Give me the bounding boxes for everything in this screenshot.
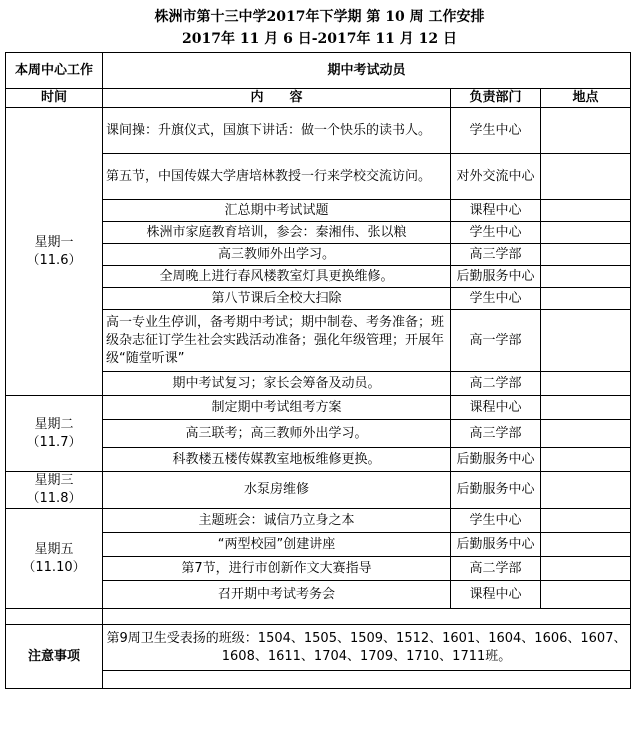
item-content: 科教楼五楼传媒教室地板维修更换。: [103, 448, 451, 472]
item-content: 高三联考；高三教师外出学习。: [103, 420, 451, 448]
item-place: [541, 200, 631, 222]
item-place: [541, 581, 631, 609]
item-content: 制定期中考试组考方案: [103, 396, 451, 420]
item-content: 水泵房维修: [103, 472, 451, 509]
table-row: [6, 509, 631, 533]
header-time: 时间: [6, 89, 103, 108]
date-range: 2017年 11 月 6 日-2017年 11 月 12 日: [182, 31, 457, 47]
item-dept: 后勤服务中心: [451, 472, 541, 509]
item-dept: 高二学部: [451, 372, 541, 396]
item-dept: 课程中心: [451, 396, 541, 420]
day-date: （11.7）: [26, 434, 82, 450]
item-place: [541, 154, 631, 200]
item-content: 第五节，中国传媒大学唐培林教授一行来学校交流访问。: [103, 154, 451, 200]
item-place: [541, 472, 631, 509]
day-cell: [6, 472, 103, 509]
item-place: [541, 266, 631, 288]
item-dept: 课程中心: [451, 581, 541, 609]
day-date: （11.8）: [26, 491, 82, 506]
item-place: [541, 288, 631, 310]
day-date: （11.10）: [22, 559, 86, 575]
item-content: 高三教师外出学习。: [103, 244, 451, 266]
item-dept: 高二学部: [451, 557, 541, 581]
day-cell: [6, 509, 103, 609]
item-dept: 学生中心: [451, 222, 541, 244]
table-row: [6, 396, 631, 420]
blank-cell: [103, 609, 631, 625]
day-label: 星期一: [34, 234, 74, 250]
item-content: 株洲市家庭教育培训，参会：秦湘伟、张以粮: [103, 222, 451, 244]
item-dept: 课程中心: [451, 200, 541, 222]
item-place: [541, 396, 631, 420]
item-dept: 高三学部: [451, 420, 541, 448]
item-dept: 后勤服务中心: [451, 533, 541, 557]
item-place: [541, 108, 631, 154]
item-dept: 学生中心: [451, 509, 541, 533]
item-place: [541, 557, 631, 581]
day-label: 星期五: [34, 541, 74, 557]
item-place: [541, 372, 631, 396]
item-content: 汇总期中考试试题: [103, 200, 451, 222]
item-dept: 对外交流中心: [451, 154, 541, 200]
item-place: [541, 509, 631, 533]
item-dept: 学生中心: [451, 108, 541, 154]
item-place: [541, 244, 631, 266]
schedule-table: [5, 52, 631, 689]
blank-cell: [103, 671, 631, 689]
day-cell: [6, 108, 103, 396]
day-label: 星期二: [34, 416, 74, 432]
item-content: 第八节课后全校大扫除: [103, 288, 451, 310]
focus-value: 期中考试动员: [103, 53, 631, 89]
item-dept: 学生中心: [451, 288, 541, 310]
item-place: [541, 310, 631, 372]
item-content: 全周晚上进行春风楼教室灯具更换维修。: [103, 266, 451, 288]
table-row: [6, 472, 631, 509]
focus-label: 本周中心工作: [6, 53, 103, 89]
item-dept: 高三学部: [451, 244, 541, 266]
item-content: 第7节，进行市创新作文大赛指导: [103, 557, 451, 581]
header-place: 地点: [541, 89, 631, 108]
day-date: （11.6）: [26, 252, 82, 268]
focus-row: [6, 53, 631, 89]
item-content: 高一专业生停训，备考期中考试；期中制卷、考务准备；班级杂志征订学生社会实践活动准备；强化年级管理；开展年级“随堂听课”: [103, 310, 451, 372]
item-dept: 高一学部: [451, 310, 541, 372]
item-content: 主题班会：诚信乃立身之本: [103, 509, 451, 533]
notes-label: 注意事项: [6, 625, 103, 689]
table-row: [6, 108, 631, 154]
item-dept: 后勤服务中心: [451, 448, 541, 472]
blank-row: [6, 609, 631, 625]
item-content: 课间操：升旗仪式，国旗下讲话：做一个快乐的读书人。: [103, 108, 451, 154]
day-cell: [6, 396, 103, 472]
item-place: [541, 448, 631, 472]
header-content: 内 容: [103, 89, 451, 108]
day-label: 星期三: [34, 473, 74, 488]
item-place: [541, 533, 631, 557]
item-content: 召开期中考试考务会: [103, 581, 451, 609]
item-place: [541, 222, 631, 244]
item-place: [541, 420, 631, 448]
item-dept: 后勤服务中心: [451, 266, 541, 288]
blank-cell: [6, 609, 103, 625]
notes-row: [6, 625, 631, 671]
item-content: “两型校园”创建讲座: [103, 533, 451, 557]
header-row: [6, 89, 631, 108]
item-content: 期中考试复习；家长会筹备及动员。: [103, 372, 451, 396]
header-dept: 负责部门: [451, 89, 541, 108]
page-title: 株洲市第十三中学2017年下学期 第 10 周 工作安排: [154, 9, 485, 25]
notes-content: 第9周卫生受表扬的班级：1504、1505、1509、1512、1601、1604、1606、1607、1608、1611、1704、1709、1710、1711班。: [103, 625, 631, 671]
